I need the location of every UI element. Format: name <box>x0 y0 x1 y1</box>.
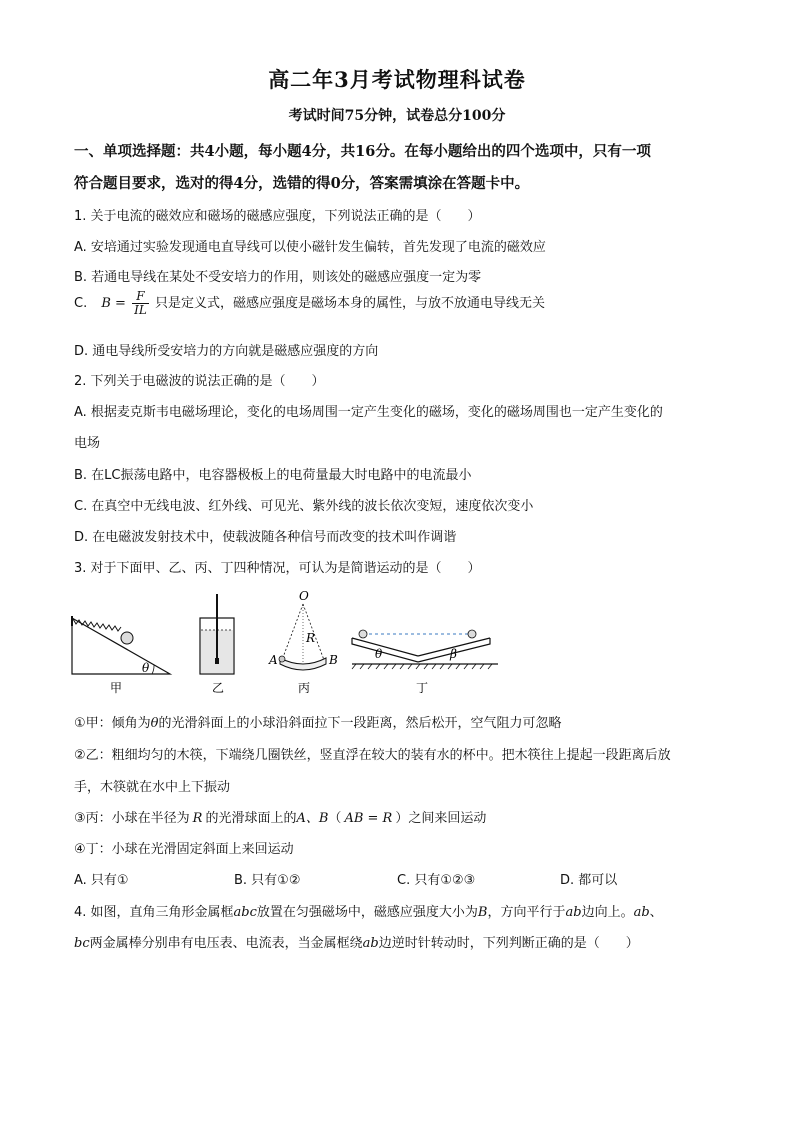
formula-denominator: IL <box>134 303 147 317</box>
q3-item-1 <box>74 712 562 731</box>
figure-label-jia: 甲 <box>110 681 123 695</box>
ball <box>121 632 133 644</box>
angle-theta-label: θ <box>142 661 150 675</box>
q3-item-3-text-d: ）之间来回运动 <box>395 811 487 826</box>
edge-ab-3: ab <box>362 936 379 951</box>
page-title: 高二年3月考试物理科试卷 <box>268 67 526 92</box>
q3-item-3-text-a: ③丙：小球在半径为 <box>74 811 190 826</box>
angle-beta-label: β <box>450 647 457 661</box>
figure-label-ding: 丁 <box>416 681 429 695</box>
q3-option-a: A. 只有① <box>74 873 129 888</box>
q4-text-f: 两金属棒分别串有电压表、电流表，当金属框绕 <box>89 936 363 951</box>
q4-text-e: 、 <box>649 905 663 920</box>
figure-jia <box>72 616 170 695</box>
radius-symbol: R <box>192 811 203 826</box>
point-b-label: B <box>329 653 338 667</box>
q3-item-3-paren-open: （ <box>328 811 342 826</box>
edge-bc: bc <box>74 936 90 951</box>
formula-fraction <box>132 290 149 317</box>
point-a-label: A <box>269 653 278 667</box>
figure-label-yi: 乙 <box>212 681 225 695</box>
angle-theta2-label: θ <box>375 647 383 661</box>
q3-item-3-text-b: 的光滑球面上的 <box>205 811 297 826</box>
q1-option-c-text: 只是定义式，磁感应强度是磁场本身的属性，与放不放通电导线无关 <box>154 296 545 311</box>
figure-bing <box>268 589 338 695</box>
point-o-label: O <box>299 589 309 603</box>
figure-ding <box>352 630 498 695</box>
formula-numerator: F <box>132 290 149 304</box>
spring <box>73 619 121 631</box>
figure-yi <box>200 594 234 695</box>
q4-stem-line2 <box>74 932 639 951</box>
q1-stem: 1. 关于电流的磁效应和磁场的磁感应强度，下列说法正确的是（ ） <box>74 209 481 224</box>
q4-text-g: 边逆时针转动时，下列判断正确的是（ ） <box>378 936 639 951</box>
q3-figure <box>70 588 500 698</box>
q3-item-2-line2: 手，木筷就在水中上下振动 <box>74 780 231 795</box>
ab-equals-r: AB = R <box>344 811 393 826</box>
q2-option-a-line2: 电场 <box>74 436 101 451</box>
q1-option-c <box>74 290 545 317</box>
q2-stem: 2. 下列关于电磁波的说法正确的是（ ） <box>74 374 325 389</box>
q4-text-d: 边向上。 <box>581 905 634 920</box>
edge-ab: ab <box>565 905 582 920</box>
q3-item-1-text-a: ①甲：倾角为 <box>74 716 151 731</box>
q1-option-d: D. 通电导线所受安培力的方向就是磁感应强度的方向 <box>74 344 379 359</box>
exam-info: 考试时间75分钟，试卷总分100分 <box>288 108 506 124</box>
q3-stem: 3. 对于下面甲、乙、丙、丁四种情况，可认为是简谐运动的是（ ） <box>74 561 481 576</box>
q3-option-d: D. 都可以 <box>560 873 618 888</box>
q2-option-d: D. 在电磁波发射技术中，使载波随各种信号而改变的技术叫作调谐 <box>74 530 457 545</box>
q1-option-c-label: C. <box>74 296 88 311</box>
frame-abc: abc <box>233 905 257 920</box>
q3-option-b: B. 只有①② <box>234 873 301 888</box>
q3-item-3 <box>74 807 486 826</box>
section-heading-line1: 一、单项选择题：共4小题，每小题4分，共16分。在每小题给出的四个选项中，只有一项 <box>74 143 651 160</box>
q4-text-a: 4. 如图，直角三角形金属框 <box>74 905 234 920</box>
theta-symbol: θ <box>150 716 159 731</box>
q3-item-1-text-b: 的光滑斜面上的小球沿斜面拉下一段距离，然后松开，空气阻力可忽略 <box>158 716 562 731</box>
ball-left <box>359 630 367 638</box>
q3-item-4: ④丁：小球在光滑固定斜面上来回运动 <box>74 842 294 857</box>
ball-right <box>468 630 476 638</box>
radius-r-label: R <box>306 631 316 645</box>
figure-label-bing: 丙 <box>298 681 311 695</box>
section-heading-line2: 符合题目要求，选对的得4分，选错的得0分，答案需填涂在答题卡中。 <box>74 175 530 192</box>
points-ab: A、B <box>296 811 329 826</box>
q4-text-c: ，方向平行于 <box>487 905 566 920</box>
q4-text-b: 放置在匀强磁场中，磁感应强度大小为 <box>256 905 478 920</box>
q4-stem-line1 <box>74 901 663 920</box>
q2-option-b: B. 在LC振荡电路中，电容器极板上的电荷量最大时电路中的电流最小 <box>74 468 472 483</box>
q2-option-c: C. 在真空中无线电波、红外线、可见光、紫外线的波长依次变短，速度依次变小 <box>74 499 534 514</box>
q3-option-c: C. 只有①②③ <box>397 873 476 888</box>
formula-lhs: B = <box>101 296 126 311</box>
field-b-symbol: B <box>477 905 488 920</box>
q3-item-2-line1: ②乙：粗细均匀的木筷，下端绕几圈铁丝，竖直浮在较大的装有水的杯中。把木筷往上提起一段距离后放 <box>74 748 671 763</box>
q1-option-b: B. 若通电导线在某处不受安培力的作用，则该处的磁感应强度一定为零 <box>74 270 482 285</box>
q1-option-a: A. 安培通过实验发现通电直导线可以使小磁针发生偏转，首先发现了电流的磁效应 <box>74 240 546 255</box>
edge-ab-2: ab <box>633 905 650 920</box>
q2-option-a-line1: A. 根据麦克斯韦电磁场理论，变化的电场周围一定产生变化的磁场，变化的磁场周围也一定产生变化的 <box>74 405 663 420</box>
